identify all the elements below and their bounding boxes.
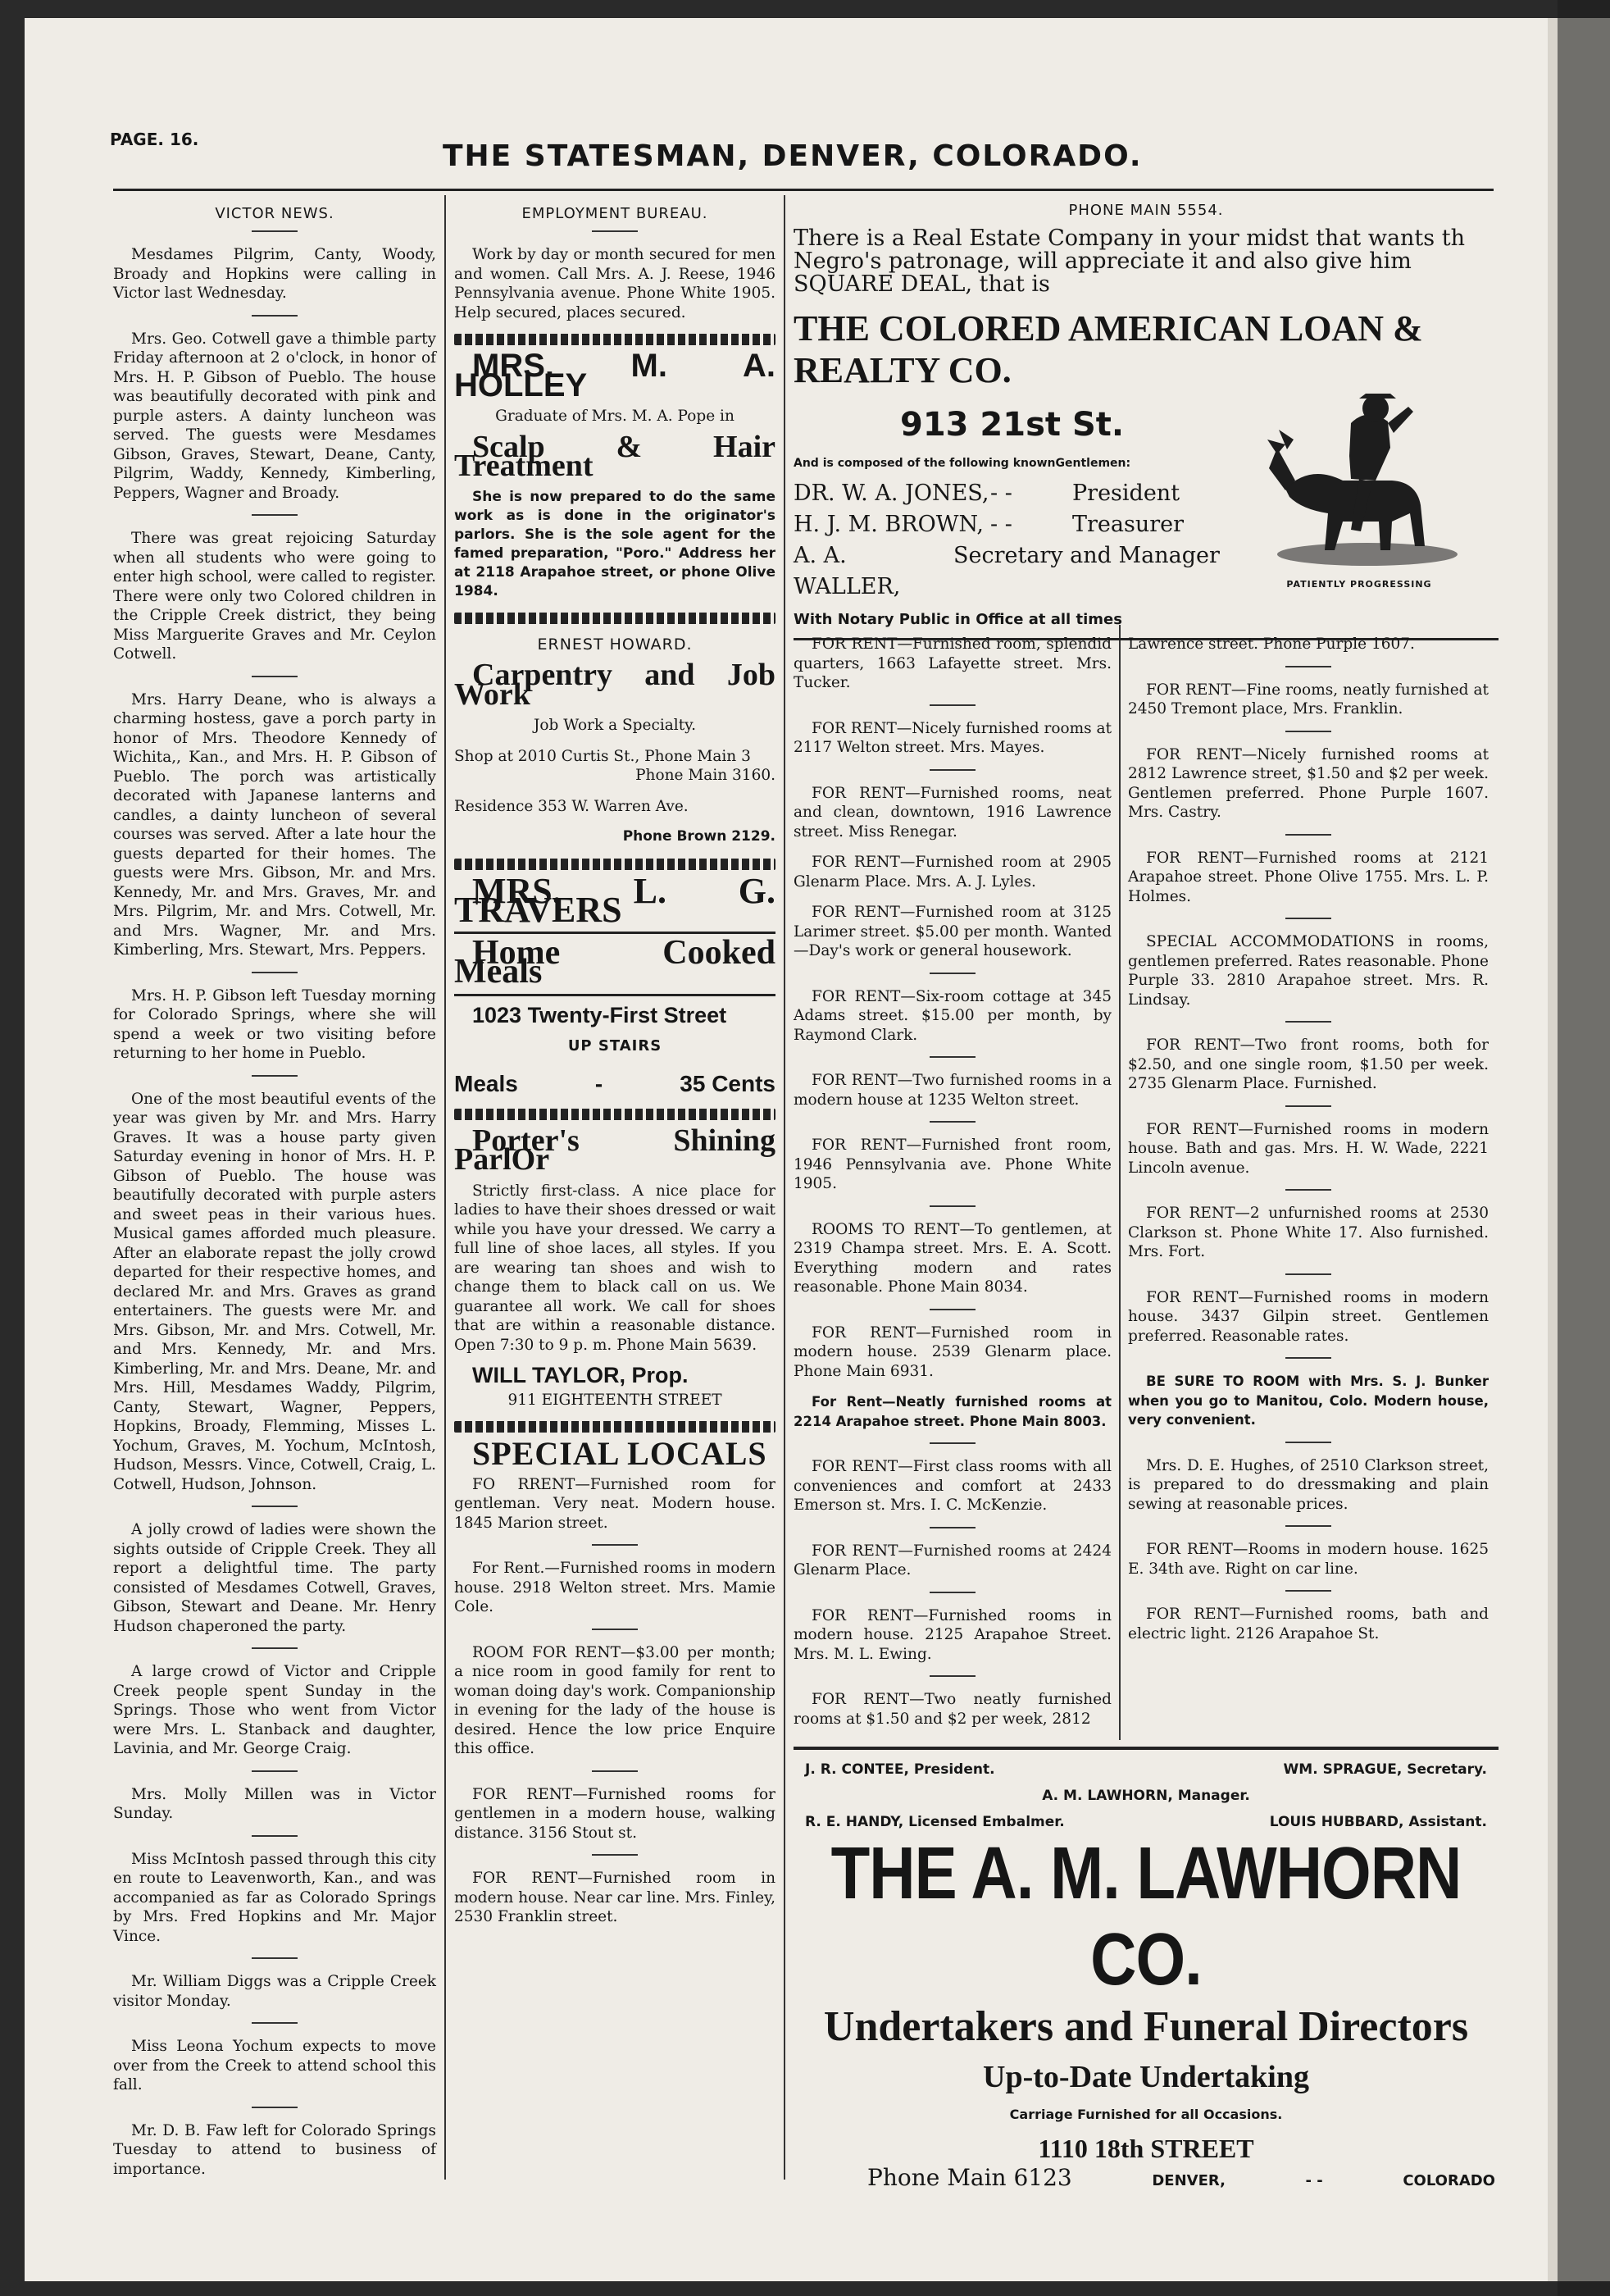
rent-item: ROOMS TO RENT—To gentlemen, at 2319 Champa street. Mrs. E. A. Scott. Everything modern and rates reasonable. Phone Main 8034. xyxy=(794,1220,1112,1296)
officer-sep: - - xyxy=(990,481,1012,506)
separator xyxy=(930,1309,976,1310)
news-item: Miss Leona Yochum expects to move over from the Creek to attend school this fall. xyxy=(113,2038,436,2093)
rent-item: FOR RENT—Furnished front room, 1946 Pennsylvania ave. Phone White 1905. xyxy=(794,1137,1112,1192)
lawhorn-phone: Phone Main 6123 xyxy=(867,2164,1072,2191)
separator xyxy=(252,2107,298,2108)
lawhorn-company: THE A. M. LAWHORN CO. xyxy=(830,1831,1462,2001)
porter-text: Strictly first-class. A nice place for ladies to have their shoes dressed or wait while you have your dressed. We carry a full line of shoe laces, all styles. If you are wearing tan shoes and wish to change them to black call on us. We guarantee all work. We call for shoes that are within a reasonable distance. Open 7:30 to 9 p. m. Phone Main 5639. xyxy=(454,1182,775,1354)
lawhorn-assistant: LOUIS HUBBARD, Assistant. xyxy=(1269,1814,1487,1830)
ornamental-rule xyxy=(454,859,775,870)
separator xyxy=(1285,1189,1331,1191)
rule xyxy=(454,994,775,996)
travers-price-row xyxy=(454,1071,775,1097)
rent-item: FOR RENT—Furnished room at 2905 Glenarm Place. Mrs. A. J. Lyles. xyxy=(794,854,1112,891)
separator xyxy=(1285,1442,1331,1443)
howard-specialty: Job Work a Specialty. xyxy=(533,717,697,734)
meals-price: 35 Cents xyxy=(680,1070,775,1096)
separator xyxy=(930,1675,976,1677)
scan-border xyxy=(1558,0,1610,2296)
realty-address: 913 21st St. xyxy=(900,406,1125,444)
rent-item: FOR RENT—First class rooms with all conveniences and comfort at 2433 Emerson st. Mrs. I. C. McKenzie. xyxy=(794,1458,1112,1514)
rent-item: FOR RENT—Furnished rooms, bath and electric light. 2126 Arapahoe St. xyxy=(1128,1606,1489,1642)
local-item: For Rent.—Furnished rooms in modern house. 2918 Welton street. Mrs. Mamie Cole. xyxy=(454,1560,775,1615)
news-item: A large crowd of Victor and Cripple Creek people spent Sunday in the Springs. Those who went from Victor were Mrs. L. Stanback and daughter, Lavinia, and Mr. George Craig. xyxy=(113,1663,436,1757)
meals-label: Meals xyxy=(454,1070,518,1096)
travers-floor: UP STAIRS xyxy=(567,1037,662,1055)
officer-name: H. J. M. BROWN, xyxy=(794,512,984,537)
rent-item: FOR RENT—Two furnished rooms in a modern house at 1235 Welton street. xyxy=(794,1072,1112,1109)
separator xyxy=(592,1544,638,1546)
howard-service: Carpentry and Job Work xyxy=(454,658,775,712)
lawhorn-ad xyxy=(794,1747,1499,2191)
holley-service: Scalp & Hair Treatment xyxy=(454,429,775,483)
officer-row xyxy=(794,540,1220,603)
news-item: Mr. William Diggs was a Cripple Creek visitor Monday. xyxy=(113,1973,436,2010)
news-item: Mrs. Geo. Cotwell gave a thimble party Friday afternoon at 2 o'clock, in honor of Mrs. H. P. Gibson of Pueblo. The house was beautifully decorated with pink and purple asters. A dainty luncheon was served. The guests were Mesdames Gibson, Graves, Stewart, Deane, Canty, Pilgrim, Waddy, Kennedy, Kimberling, Peppers, Wagner and Broady. xyxy=(113,330,436,502)
separator xyxy=(1285,1021,1331,1023)
victor-news-heading: VICTOR NEWS. xyxy=(215,205,334,222)
separator xyxy=(252,1075,298,1077)
special-locals-heading: SPECIAL LOCALS xyxy=(472,1435,767,1472)
lawhorn-embalmer: R. E. HANDY, Licensed Embalmer. xyxy=(805,1814,1065,1830)
holley-name: MRS. M. A. HOLLEY xyxy=(454,348,775,403)
column-divider-3 xyxy=(1119,625,1121,1740)
officer-name: DR. W. A. JONES, xyxy=(794,481,989,506)
separator xyxy=(930,1121,976,1123)
separator xyxy=(252,1647,298,1649)
howard-residence: Residence 353 W. Warren Ave. xyxy=(454,797,689,815)
lawhorn-tagline: Up-to-Date Undertaking xyxy=(983,2060,1309,2094)
travers-name: MRS. L. G. TRAVERS xyxy=(454,870,775,930)
employment-text: Work by day or month secured for men and women. Call Mrs. A. J. Reese, 1946 Pennsylvania avenue. Phone White 1905. Help secured, places secured. xyxy=(454,246,775,321)
masthead-title: THE STATESMAN, DENVER, COLORADO. xyxy=(443,139,1143,173)
top-rule xyxy=(113,189,1494,191)
separator xyxy=(1285,1525,1331,1527)
separator xyxy=(592,230,638,232)
officer-row xyxy=(794,478,1220,509)
separator xyxy=(930,1527,976,1528)
local-item: FO RRENT—Furnished room for gentleman. Very neat. Modern house. 1845 Marion street. xyxy=(454,1475,775,1532)
howard-name: ERNEST HOWARD. xyxy=(537,635,693,654)
separator xyxy=(252,2022,298,2024)
news-item: Mrs. Molly Millen was in Victor Sunday. xyxy=(113,1785,436,1822)
holley-text: She is now prepared to do the same work as is done in the originator's parlors. She is the sole agent for the famed preparation, "Poro." Address her at 2118 Arapahoe street, or phone Olive 1984. xyxy=(454,488,775,599)
separator xyxy=(252,1835,298,1837)
ornamental-rule xyxy=(454,334,775,345)
news-item: There was great rejoicing Saturday when all students who were going to enter high school, were called to register. There were only two Colored children in the Cripple Creek district, they being Miss Marguerite Graves and Mr. Ceylon Cotwell. xyxy=(113,530,436,663)
news-item: Mrs. H. P. Gibson left Tuesday morning for Colorado Springs, where she will spend a week or two visiting before returning to her home in Pueblo. xyxy=(113,986,436,1062)
rent-item: FOR RENT—Furnished room in modern house. 2539 Glenarm place. Phone Main 6931. xyxy=(794,1323,1112,1380)
logo-caption: PATIENTLY PROGRESSING xyxy=(1286,579,1432,590)
separator xyxy=(930,1056,976,1058)
officer-role: President xyxy=(1072,481,1180,506)
ads-column xyxy=(454,205,775,1938)
rent-item: FOR RENT—2 unfurnished rooms at 2530 Clarkson st. Phone White 17. Also furnished. Mrs. Fort. xyxy=(1128,1205,1489,1260)
lawhorn-dots: - - xyxy=(1305,2172,1323,2189)
rent-item: FOR RENT—Nicely furnished rooms at 2812 Lawrence street, $1.50 and $2 per week. Gentlemen preferred. Phone Purple 1607. Mrs. Castry. xyxy=(1128,745,1489,821)
rent-item: Lawrence street. Phone Purple 1607. xyxy=(1128,636,1415,653)
separator xyxy=(252,972,298,973)
news-item: Mesdames Pilgrim, Canty, Woody, Broady and Hopkins were calling in Victor last Wednesday. xyxy=(113,246,436,302)
employment-heading: EMPLOYMENT BUREAU. xyxy=(521,205,708,222)
mule-rider-icon xyxy=(1253,390,1466,579)
separator xyxy=(252,514,298,516)
separator xyxy=(1285,1105,1331,1107)
realty-phone-heading: PHONE MAIN 5554. xyxy=(1068,202,1224,219)
rent-item: FOR RENT—Furnished rooms in modern house. 2125 Arapahoe Street. Mrs. M. L. Ewing. xyxy=(794,1606,1112,1663)
mule-rider-logo xyxy=(1253,390,1466,595)
separator xyxy=(252,1770,298,1772)
ornamental-rule xyxy=(454,1109,775,1120)
ornamental-rule xyxy=(454,1421,775,1433)
separator xyxy=(252,315,298,317)
realty-notary: With Notary Public in Office at all times xyxy=(794,611,1122,628)
rent-item: FOR RENT—Furnished room, splendid quarters, 1663 Lafayette street. Mrs. Tucker. xyxy=(794,636,1112,691)
rent-item: FOR RENT—Furnished room at 3125 Larimer street. $5.00 per month. Wanted—Day's work or general housework. xyxy=(794,904,1112,959)
rent-item: FOR RENT—Furnished rooms in modern house. Bath and gas. Mrs. H. W. Wade, 2221 Lincoln avenue. xyxy=(1128,1120,1489,1177)
victor-news-column xyxy=(113,205,436,2190)
separator xyxy=(252,1506,298,1507)
holley-subtitle: Graduate of Mrs. M. A. Pope in xyxy=(495,408,735,425)
news-item: Mrs. Harry Deane, who is always a charming hostess, gave a porch party in honor of Mrs. Theodore Kennedy of Wichita,, Kan., and Mrs. H. P. Gibson of Pueblo. The porch was artistically decorated with Japanese lanterns and candles, a dainty luncheon of several courses was served. After a late hour the guests departed for their homes. The guests were Mrs. Gibson, Mr. and Mrs. Kennedy, Mr. and Mrs. Graves, Mr. and Mrs. Pilgrim, Mr. and Mrs. Cotwell, Mr. and Mrs. Wagner, Mr. and Mrs. Kimberling, Mrs. Stewart, Mrs. Peppers. xyxy=(113,690,436,959)
lawhorn-secretary: WM. SPRAGUE, Secretary. xyxy=(1283,1761,1487,1778)
lawhorn-officers-row-1 xyxy=(794,1761,1499,1778)
column-divider-2 xyxy=(784,195,785,2180)
separator xyxy=(1285,1590,1331,1592)
separator xyxy=(930,1205,976,1207)
porter-address: 911 EIGHTEENTH STREET xyxy=(507,1391,722,1409)
rent-column-left xyxy=(794,635,1112,1740)
lawhorn-street: 1110 18th STREET xyxy=(1038,2134,1254,2163)
rent-item: FOR RENT—Two front rooms, both for $2.50, and one single room, $1.50 per week. 2735 Glenarm Place. Furnished. xyxy=(1128,1036,1489,1092)
rent-item: FOR RENT—Fine rooms, neatly furnished at 2450 Tremont place, Mrs. Franklin. xyxy=(1128,681,1489,718)
separator xyxy=(1285,834,1331,836)
lawhorn-president: J. R. CONTEE, President. xyxy=(805,1761,995,1778)
travers-service: Home Cooked Meals xyxy=(454,933,775,991)
officer-sep: - - xyxy=(990,512,1012,537)
separator xyxy=(930,973,976,974)
lawhorn-bottom-row xyxy=(794,2164,1499,2191)
separator xyxy=(930,1442,976,1444)
separator xyxy=(1285,666,1331,667)
separator xyxy=(252,230,298,232)
lawhorn-manager: A. M. LAWHORN, Manager. xyxy=(1042,1788,1250,1804)
separator xyxy=(930,704,976,706)
travers-address: 1023 Twenty-First Street xyxy=(472,1002,727,1027)
lawhorn-state: COLORADO xyxy=(1403,2172,1495,2189)
realty-ad xyxy=(794,202,1499,640)
separator xyxy=(1285,1273,1331,1275)
local-item: FOR RENT—Furnished rooms for gentlemen in a modern house, walking distance. 3156 Stout st. xyxy=(454,1785,775,1842)
news-item: A jolly crowd of ladies were shown the sights outside of Cripple Creek. They all report a delightful time. The party consisted of Mesdames Cotwell, Graves, Gibson, Stewart and Deane. Mr. Henry Hudson chaperoned the party. xyxy=(113,1521,436,1635)
price-dash: - xyxy=(594,1070,603,1096)
separator xyxy=(1285,731,1331,732)
separator xyxy=(930,1592,976,1593)
realty-company: THE COLORED AMERICAN LOAN & REALTY CO. xyxy=(794,308,1423,390)
separator xyxy=(1285,918,1331,919)
rent-item: FOR RENT—Rooms in modern house. 1625 E. 34th ave. Right on car line. xyxy=(1128,1541,1489,1578)
rent-item: FOR RENT—Furnished rooms at 2424 Glenarm Place. xyxy=(794,1542,1112,1578)
news-item: Miss McIntosh passed through this city en route to Leavenworth, Kan., and was accompanied as far as Colorado Springs by Mrs. Fred Hopkins and Mr. Major Vince. xyxy=(113,1850,436,1945)
separator xyxy=(930,769,976,771)
porter-proprietor: WILL TAYLOR, Prop. xyxy=(472,1363,689,1387)
separator xyxy=(1285,1357,1331,1359)
separator xyxy=(252,1957,298,1959)
separator xyxy=(592,1854,638,1856)
separator xyxy=(252,676,298,677)
realty-intro: There is a Real Estate Company in your midst that wants th Negro's patronage, will appreciate it and also give him SQUARE DEAL, that is xyxy=(794,226,1465,297)
rent-item: SPECIAL ACCOMMODATIONS in rooms, gentlemen preferred. Rates reasonable. Phone Purple 33. 2810 Arapahoe street. Mrs. R. Lindsay. xyxy=(1128,933,1489,1009)
lawhorn-service: Undertakers and Funeral Directors xyxy=(823,2003,1469,2050)
howard-shop: Shop at 2010 Curtis St., Phone Main 3 xyxy=(454,747,751,765)
separator xyxy=(592,1770,638,1772)
rent-item: BE SURE TO ROOM with Mrs. S. J. Bunker when you go to Manitou, Colo. Modern house, very convenient. xyxy=(1128,1374,1489,1428)
news-item: One of the most beautiful events of the year was given by Mr. and Mrs. Harry Graves. It was a house party given Saturday evening in honor of Mrs. H. P. Gibson of Pueblo. The house was beautifully decorated with purple asters and sweet peas in their various hues. Musical games afforded much pleasure. After an elaborate repast the jolly crowd departed for their respective homes, and declared Mr. and Mrs. Graves as grand entertainers. The guests were Mr. and Mrs. Gibson, Mr. and Mrs. Cotwell, Mr. and Mrs. Kennedy, Mr. and Mrs. Kimberling, Mr. and Mrs. Deane, Mr. and Mrs. Hill, Mesdames Waddy, Pilgrim, Canty, Stewart, Wagner, Peppers, Hopkins, Broady, Flemming, Misses L. Yochum, Graves, M. Yochum, McIntosh, Hudson, Messrs. Vince, Cotwell, Craig, L. Cotwell, Hudson, Johnson. xyxy=(113,1090,436,1493)
news-item: Mr. D. B. Faw left for Colorado Springs Tuesday to attend to business of importance. xyxy=(113,2121,436,2178)
officer-name: A. A. WALLER, xyxy=(794,543,901,599)
local-item: ROOM FOR RENT—$3.00 per month; a nice room in good family for rent to woman doing day's work. Companionship in evening for the lady of the house is desired. Hence the low price Enquire this office. xyxy=(454,1643,775,1757)
rent-column-right xyxy=(1128,635,1489,1655)
realty-composed: And is composed of the following knownGentlemen: xyxy=(794,457,1131,470)
rent-item: FOR RENT—Nicely furnished rooms at 2117 Welton street. Mrs. Mayes. xyxy=(794,719,1112,756)
howard-shop-phone: Phone Main 3160. xyxy=(635,767,775,784)
rent-item: FOR RENT—Two neatly furnished rooms at $1.50 and $2 per week, 2812 xyxy=(794,1691,1112,1728)
column-divider-1 xyxy=(444,195,446,2180)
rent-item: FOR RENT—Six-room cottage at 345 Adams street. $15.00 per month, by Raymond Clark. xyxy=(794,987,1112,1044)
officer-row xyxy=(794,509,1220,540)
officer-role: Treasurer xyxy=(1072,512,1185,537)
ornamental-rule xyxy=(454,613,775,624)
rent-item: FOR RENT—Furnished rooms in modern house. 3437 Gilpin street. Gentlemen preferred. Reasonable rates. xyxy=(1128,1288,1489,1345)
rent-item: Mrs. D. E. Hughes, of 2510 Clarkson street, is prepared to do dressmaking and plain sewing at reasonable prices. xyxy=(1128,1456,1489,1513)
howard-phone: Phone Brown 2129. xyxy=(622,828,775,845)
rent-item: For Rent—Neatly furnished rooms at 2214 Arapahoe street. Phone Main 8003. xyxy=(794,1394,1112,1429)
separator xyxy=(592,1629,638,1630)
lawhorn-officers-row-2 xyxy=(794,1814,1499,1830)
rent-item: FOR RENT—Furnished rooms at 2121 Arapahoe street. Phone Olive 1755. Mrs. L. P. Holmes. xyxy=(1128,849,1489,905)
realty-officers xyxy=(794,478,1220,603)
rent-item: FOR RENT—Furnished rooms, neat and clean, downtown, 1916 Lawrence street. Miss Renegar. xyxy=(794,784,1112,840)
newspaper-page xyxy=(25,18,1548,2281)
lawhorn-city: DENVER, xyxy=(1152,2172,1226,2189)
local-item: FOR RENT—Furnished room in modern house. Near car line. Mrs. Finley, 2530 Franklin street. xyxy=(454,1870,775,1925)
rule xyxy=(794,1747,1499,1750)
page-number: PAGE. 16. xyxy=(110,130,199,149)
officer-role: Secretary and Manager xyxy=(953,543,1220,568)
lawhorn-carriage: Carriage Furnished for all Occasions. xyxy=(1009,2107,1283,2122)
porter-title: Porter's Shining ParlOr xyxy=(454,1123,775,1177)
